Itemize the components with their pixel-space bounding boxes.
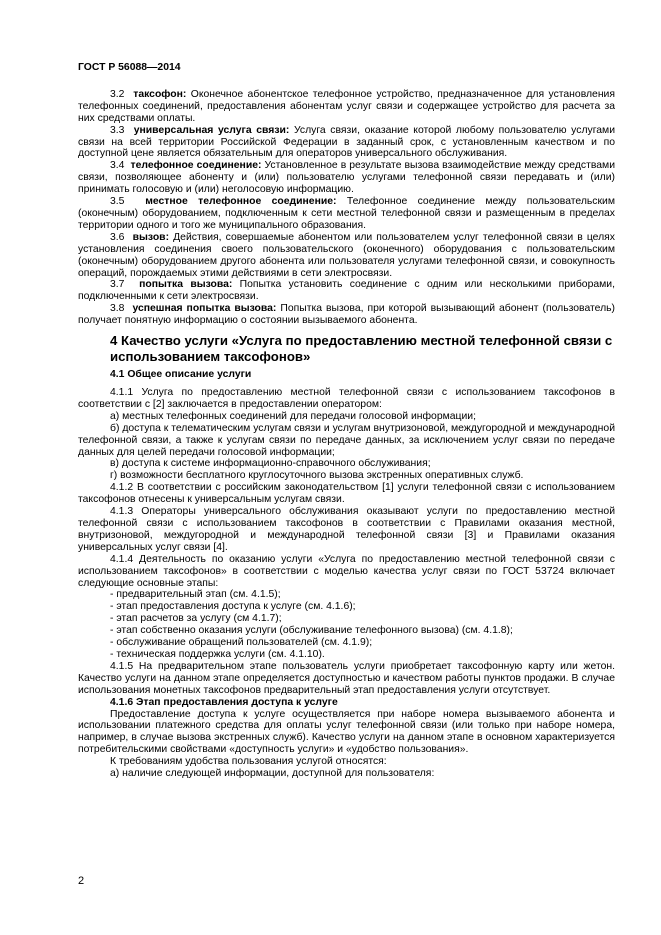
definition-3-7: 3.7 попытка вызова: Попытка установить соединение с одним или несколькими приборами, подключенными к сети электросвязи. [78,279,615,303]
list-item: - этап расчетов за услугу (см 4.1.7); [110,613,282,625]
paragraph-4-1-6-b: К требованиям удобства пользования услугой относятся: [110,756,387,768]
definition-3-6: 3.6 вызов: Действия, совершаемые абонентом или пользователем услуг телефонной связи в целях установления соединения своего пользовательского (оконечного) оборудования с пользовательским (оконечным) оборудованием другого абонента или пользователя услугами телефонной связи, и совокупность операций, порождаемых этими действиями в сети электросвязи. [78,231,615,279]
subsection-4-1-title: 4.1 Общее описание услуги [110,369,252,381]
paragraph-4-1-6-c: а) наличие следующей информации, доступной для пользователя: [110,768,435,780]
list-item: б) доступа к телематическим услугам связи и услугам внутризоновой, междугородной и международной телефонной связи, а также к услугам связи по передаче данных, за исключением услуг связи по передаче данных для целей передачи голосовой информации; [78,422,615,458]
list-4-1-4 [78,589,615,660]
paragraph-4-1-6-a: Предоставление доступа к услуге осуществляется при наборе номера вызываемого абонента и использовании платежного средства для оплаты услуг телефонной связи (или только при наборе номера, например, в случае вызова экстренных служб). Качество услуги на данном этапе в основном характеризуется потребительскими свойствами «доступность услуги» и «удобство пользования». [78,708,615,756]
definition-3-4: 3.4 телефонное соединение: Установленное в результате вызова взаимодействие между средствами связи, позволяющее абоненту и (или) пользователю услугами телефонной связи передавать и (или) принимать голосовую и (или) неголосовую информацию. [78,160,615,196]
list-item: - предварительный этап (см. 4.1.5); [110,589,281,601]
definitions-list [78,89,615,327]
paragraph-4-1-5: 4.1.5 На предварительном этапе пользователь услуги приобретает таксофонную карту или жетон. Качество услуги на данном этапе определяется доступностью и качеством работы пунктов продажи. В случае использования монетных таксофонов предварительный этап предоставления услуги отсутствует. [78,660,615,696]
definition-3-5: 3.5 местное телефонное соединение: Телефонное соединение между пользовательским (оконечным) оборудованием, подключенным к сети местной телефонной связи и размещенным в пределах территории одного и того же муниципального образования. [78,196,615,231]
paragraph-4-1-4: 4.1.4 Деятельность по оказанию услуги «Услуга по предоставлению местной телефонной связи с использованием таксофонов» в соответствии с моделью качества услуг связи по ГОСТ 53724 включает следующие основные этапы: [78,553,615,589]
definition-3-3: 3.3 универсальная услуга связи: Услуга связи, оказание которой любому пользователю услугами связи на всей территории Российской Федерации в заданный срок, с установленным качеством и по доступной цене является обязательным для операторов универсального обслуживания. [78,124,616,160]
list-item: - этап предоставления доступа к услуге (см. 4.1.6); [110,601,356,613]
paragraph-4-1-3: 4.1.3 Операторы универсального обслуживания оказывают услуги по предоставлению местной телефонной связи с использованием таксофонов в соответствии с Правилами оказания местной, внутризоновой, междугородной и международной телефонной связи [3] и Правилами оказания универсальных услуг связи [4]. [78,506,615,553]
page-number: 2 [78,875,85,887]
definition-3-8: 3.8 успешная попытка вызова: Попытка вызова, при которой вызывающий абонент (пользователь) получает понятную информацию о состоянии вызываемого абонента. [78,303,616,327]
list-item: а) местных телефонных соединений для передачи голосовой информации; [110,410,476,422]
paragraph-4-1-2: 4.1.2 В соответствии с российским законодательством [1] услуги телефонной связи с использованием таксофонов отнесены к универсальным услугам связи. [78,482,615,506]
subsection-4-1-6-title: 4.1.6 Этап предоставления доступа к услуге [110,696,338,708]
list-item: - техническая поддержка услуги (см. 4.1.10). [110,648,325,660]
list-4-1-1 [78,411,615,482]
document-header: ГОСТ Р 56088—2014 [78,62,181,73]
list-item: г) возможности бесплатного круглосуточного вызова экстренных оперативных служб. [110,470,524,482]
list-item: - обслуживание обращений пользователей (см. 4.1.9); [110,637,373,649]
list-item: в) доступа к системе информационно-справочного обслуживания; [110,458,431,470]
section-4-title: 4 Качество услуги «Услуга по предоставлению местной телефонной связи с использованием таксофонов» [110,333,613,365]
paragraph-4-1-1: 4.1.1 Услуга по предоставлению местной телефонной связи с использованием таксофонов в соответствии с [2] заключается в предоставлении оператором: [78,387,615,410]
list-item: - этап собственно оказания услуги (обслуживание телефонного вызова) (см. 4.1.8); [110,625,513,637]
definition-3-2: 3.2 таксофон: Оконечное абонентское телефонное устройство, предназначенное для установления телефонных соединений, предоставления абонентам услуг связи и содержащее устройство для расчета за них средствами оплаты. [78,88,615,124]
